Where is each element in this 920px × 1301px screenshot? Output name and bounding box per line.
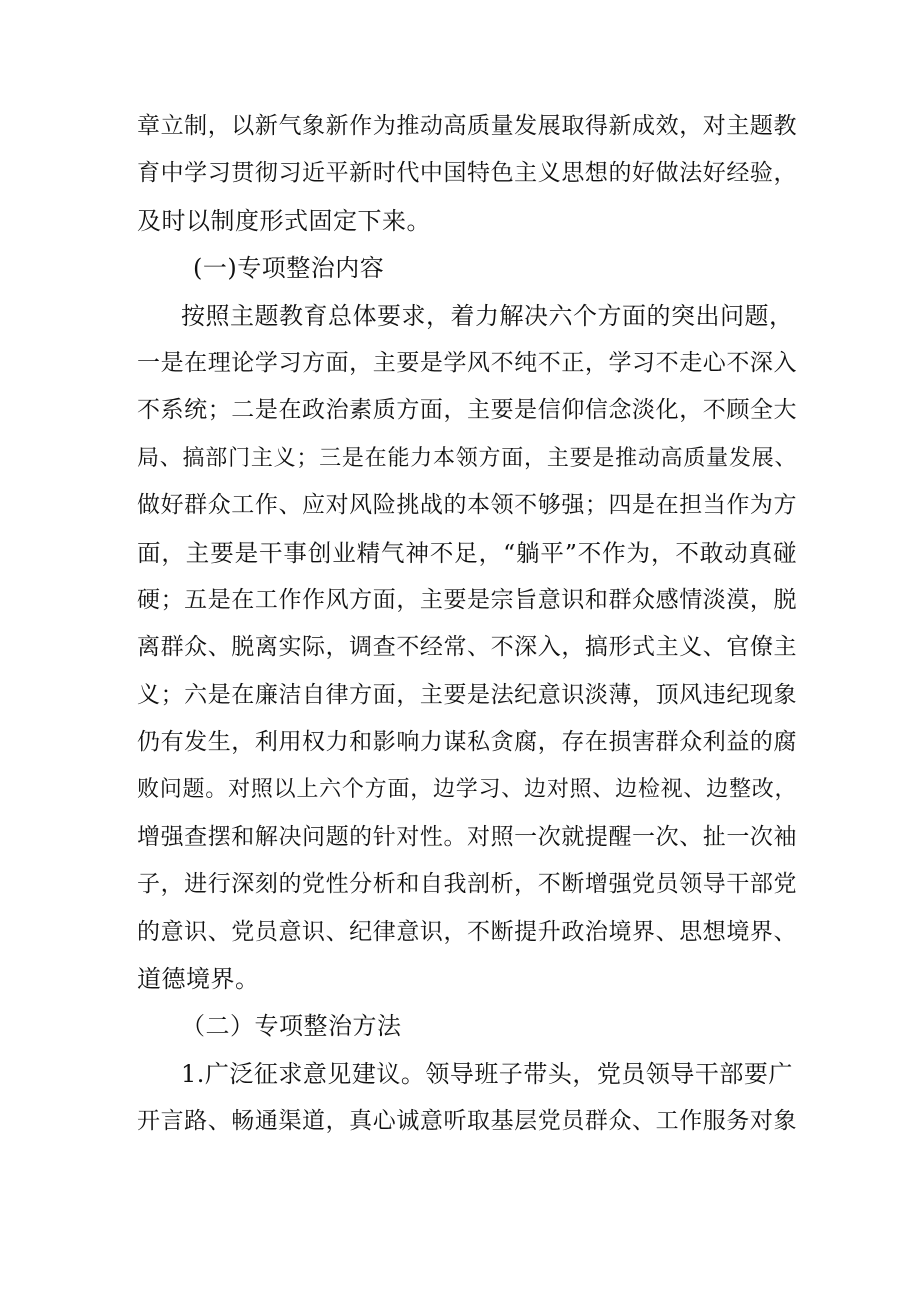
body-line: 义；六是在廉洁自律方面，主要是法纪意识淡薄，顶风违纪现象 bbox=[137, 681, 797, 708]
body-line: 道德境界。 bbox=[137, 965, 260, 994]
body-line: 一是在理论学习方面，主要是学风不纯不正，学习不走心不深入 bbox=[137, 349, 797, 376]
body-line: 面，主要是干事创业精气神不足，“躺平”不作为，不敢动真碰 bbox=[137, 538, 797, 567]
body-line: 1.广泛征求意见建议。领导班子带头，党员领导干部要广 bbox=[181, 1059, 793, 1088]
body-line: 不系统；二是在政治素质方面，主要是信仰信念淡化，不顾全大 bbox=[137, 397, 797, 424]
document-body bbox=[137, 103, 797, 1146]
body-line: 离群众、脱离实际，调查不经常、不深入，搞形式主义、官僚主 bbox=[137, 634, 797, 661]
body-line: 仍有发生，利用权力和影响力谋私贪腐，存在损害群众利益的腐 bbox=[137, 729, 797, 756]
body-line: 按照主题教育总体要求，着力解决六个方面的突出问题， bbox=[181, 301, 794, 330]
body-line: 硬；五是在工作作风方面，主要是宗旨意识和群众感情淡漠，脱 bbox=[137, 586, 797, 613]
body-line: 败问题。对照以上六个方面，边学习、边对照、边检视、边整改， bbox=[137, 777, 797, 803]
body-line: 育中学习贯彻习近平新时代中国特色主义思想的好做法好经验， bbox=[137, 160, 797, 187]
body-line: 及时以制度形式固定下来。 bbox=[137, 206, 431, 235]
body-line: 局、搞部门主义；三是在能力本领方面，主要是推动高质量发展、 bbox=[137, 445, 797, 471]
body-line: 章立制，以新气象新作为推动高质量发展取得新成效，对主题教 bbox=[137, 113, 797, 139]
section-heading-content: (一)专项整治内容 bbox=[193, 254, 385, 283]
body-line: 的意识、党员意识、纪律意识，不断提升政治境界、思想境界、 bbox=[137, 918, 797, 945]
body-line: 做好群众工作、应对风险挑战的本领不够强；四是在担当作为方 bbox=[137, 492, 797, 519]
section-heading-method: （二）专项整治方法 bbox=[181, 1012, 402, 1041]
body-line: 增强查摆和解决问题的针对性。对照一次就提醒一次、扯一次袖 bbox=[137, 823, 797, 850]
body-line: 子，进行深刻的党性分析和自我剖析，不断增强党员领导干部党 bbox=[137, 871, 797, 898]
body-line: 开言路、畅通渠道，真心诚意听取基层党员群众、工作服务对象 bbox=[137, 1108, 797, 1135]
